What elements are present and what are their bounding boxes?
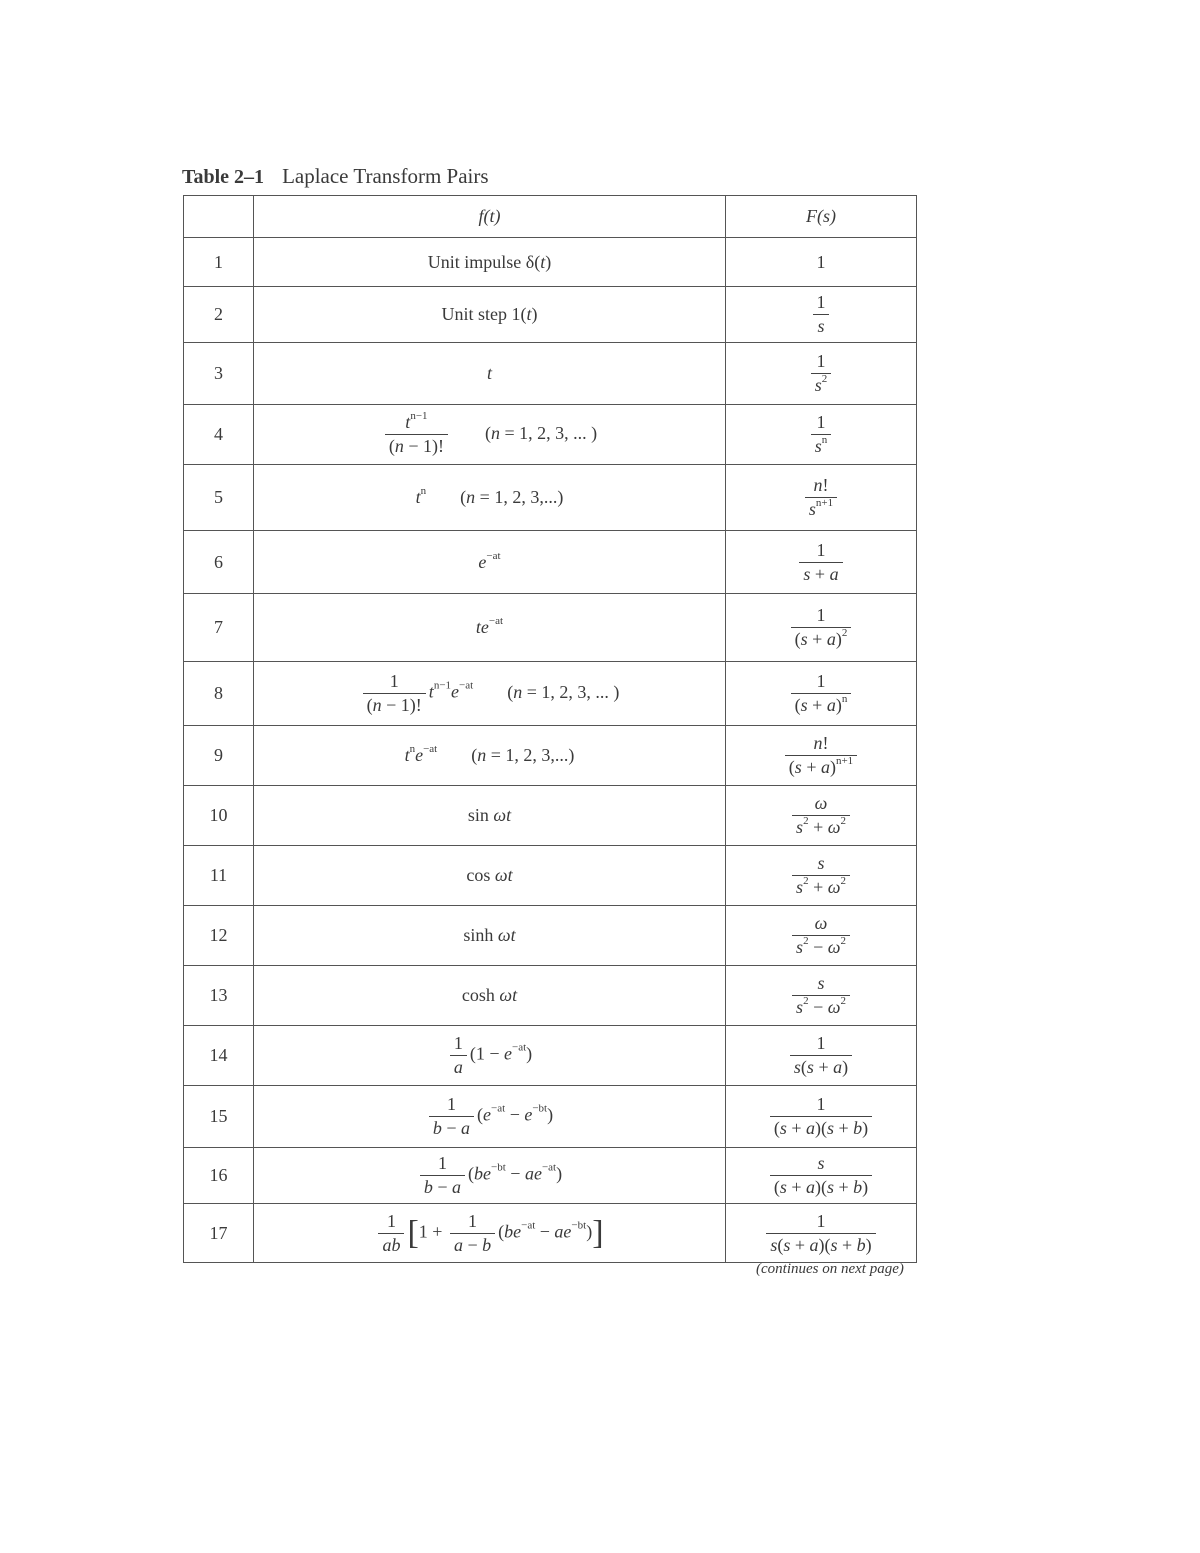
ft-cell: $e^{-at}$ bbox=[254, 531, 726, 594]
ft-cell: $\frac{t^{n-1}}{(n - 1)!}$ (n = 1, 2, 3, ... ) bbox=[254, 405, 726, 465]
continues-note: (continues on next page) bbox=[756, 1261, 904, 1277]
row-number: 1 bbox=[184, 238, 254, 287]
Fs-cell: 1 bbox=[726, 238, 917, 287]
Fs-cell: $\frac{1}{s(s + a)(s + b)}$ bbox=[726, 1204, 917, 1263]
Fs-cell: $\frac{1}{(s + a)^2}$ bbox=[726, 594, 917, 662]
ft-cell: Unit impulse δ(t) bbox=[254, 238, 726, 287]
row-number: 9 bbox=[184, 726, 254, 786]
table-row bbox=[184, 1086, 917, 1148]
laplace-table bbox=[183, 195, 917, 1263]
header-Fs: F(s) bbox=[726, 196, 917, 238]
row-number: 11 bbox=[184, 846, 254, 906]
table-row bbox=[184, 786, 917, 846]
table-row bbox=[184, 465, 917, 531]
table-row bbox=[184, 287, 917, 343]
table-caption bbox=[182, 164, 489, 189]
row-number: 3 bbox=[184, 343, 254, 405]
row-number: 7 bbox=[184, 594, 254, 662]
row-number: 5 bbox=[184, 465, 254, 531]
Fs-cell: $\frac{1}{s}$ bbox=[726, 287, 917, 343]
Fs-cell: $\frac{1}{s + a}$ bbox=[726, 531, 917, 594]
ft-cell: $\frac{1}{(n - 1)!}$ $t^{n-1}e^{-at}$ (n = 1, 2, 3, ... ) bbox=[254, 662, 726, 726]
ft-cell: $te^{-at}$ bbox=[254, 594, 726, 662]
ft-cell: cos ωt bbox=[254, 846, 726, 906]
ft-cell: $\frac{1}{b - a}$ $(be^{-bt} - ae^{-at})$ bbox=[254, 1148, 726, 1204]
ft-cell: cosh ωt bbox=[254, 966, 726, 1026]
row-number: 16 bbox=[184, 1148, 254, 1204]
table-row bbox=[184, 1204, 917, 1263]
ft-cell: $\frac{1}{a}$ $(1 - e^{-at})$ bbox=[254, 1026, 726, 1086]
Fs-cell: $\frac{\omega}{s^2 - \omega^2}$ bbox=[726, 906, 917, 966]
ft-cell: sinh ωt bbox=[254, 906, 726, 966]
table-row bbox=[184, 966, 917, 1026]
table-row bbox=[184, 405, 917, 465]
row-number: 10 bbox=[184, 786, 254, 846]
row-number: 17 bbox=[184, 1204, 254, 1263]
ft-cell: t bbox=[254, 343, 726, 405]
table-number: Table 2–1 bbox=[182, 166, 265, 188]
table-row bbox=[184, 594, 917, 662]
Fs-cell: $\frac{1}{s^2}$ bbox=[726, 343, 917, 405]
ft-cell: $\frac{1}{ab}$ [1 + $\frac{1}{a - b}$ $(be^{-at} - ae^{-bt})$] bbox=[254, 1204, 726, 1263]
row-number: 12 bbox=[184, 906, 254, 966]
Fs-cell: $\frac{\omega}{s^2 + \omega^2}$ bbox=[726, 786, 917, 846]
table-row bbox=[184, 343, 917, 405]
Fs-cell: $\frac{s}{s^2 + \omega^2}$ bbox=[726, 846, 917, 906]
table-row bbox=[184, 662, 917, 726]
table-row bbox=[184, 846, 917, 906]
Fs-cell: $\frac{1}{s(s + a)}$ bbox=[726, 1026, 917, 1086]
Fs-cell: $\frac{s}{s^2 - \omega^2}$ bbox=[726, 966, 917, 1026]
header-row bbox=[184, 196, 917, 238]
row-number: 4 bbox=[184, 405, 254, 465]
Fs-cell: $\frac{1}{(s + a)^n}$ bbox=[726, 662, 917, 726]
row-number: 8 bbox=[184, 662, 254, 726]
row-number: 14 bbox=[184, 1026, 254, 1086]
header-ft: f(t) bbox=[254, 196, 726, 238]
Fs-cell: $\frac{s}{(s + a)(s + b)}$ bbox=[726, 1148, 917, 1204]
ft-cell: $t^ne^{-at}$ (n = 1, 2, 3,...) bbox=[254, 726, 726, 786]
row-number: 6 bbox=[184, 531, 254, 594]
table-row bbox=[184, 1026, 917, 1086]
ft-cell: $\frac{1}{b - a}$ $(e^{-at} - e^{-bt})$ bbox=[254, 1086, 726, 1148]
Fs-cell: $\frac{n!}{(s + a)^{n+1}}$ bbox=[726, 726, 917, 786]
table-row bbox=[184, 906, 917, 966]
Fs-cell: $\frac{n!}{s^{n+1}}$ bbox=[726, 465, 917, 531]
ft-cell: Unit step 1(t) bbox=[254, 287, 726, 343]
ft-cell: $t^n$ (n = 1, 2, 3,...) bbox=[254, 465, 726, 531]
ft-cell: sin ωt bbox=[254, 786, 726, 846]
table-row bbox=[184, 1148, 917, 1204]
table-row bbox=[184, 531, 917, 594]
header-index bbox=[184, 196, 254, 238]
table-title: Laplace Transform Pairs bbox=[282, 164, 489, 188]
Fs-cell: $\frac{1}{(s + a)(s + b)}$ bbox=[726, 1086, 917, 1148]
row-number: 2 bbox=[184, 287, 254, 343]
table-row bbox=[184, 238, 917, 287]
row-number: 15 bbox=[184, 1086, 254, 1148]
row-number: 13 bbox=[184, 966, 254, 1026]
table-row bbox=[184, 726, 917, 786]
Fs-cell: $\frac{1}{s^n}$ bbox=[726, 405, 917, 465]
